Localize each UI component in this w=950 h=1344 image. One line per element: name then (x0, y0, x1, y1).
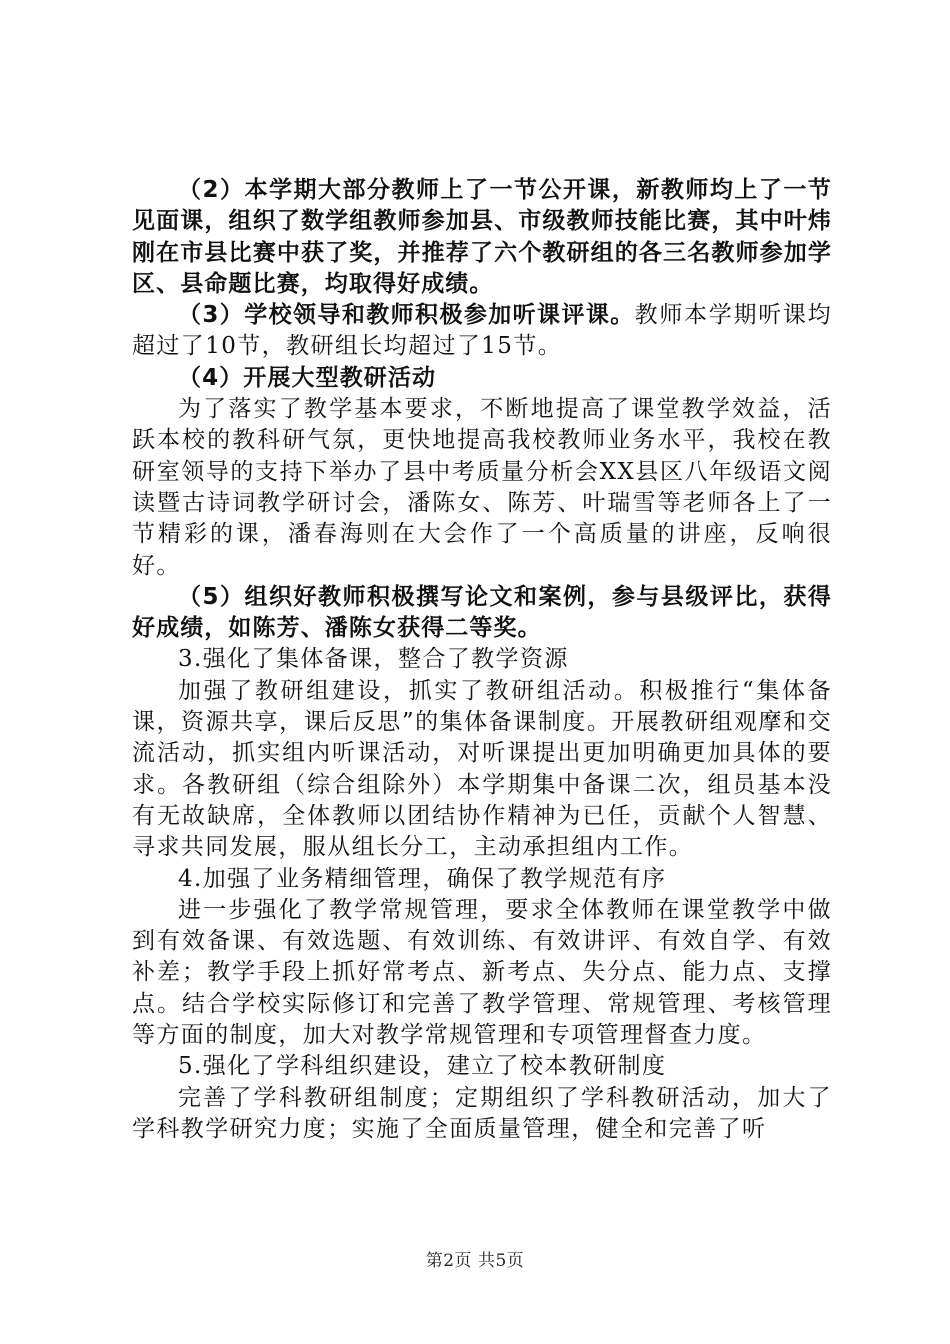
section-heading-4: 4.加强了业务精细管理，确保了教学规范有序 (178, 865, 667, 892)
paragraph-item-2: （2）本学期大部分教师上了一节公开课，新教师均上了一节见面课，组织了数学组教师参加县、市级教师技能比赛，其中叶炜刚在市县比赛中获了奖，并推荐了六个教研组的各三名教师参加学区、县命题比赛，均取得好成绩。 (132, 177, 833, 297)
paragraph-item-5: （5）组织好教师积极撰写论文和案例，参与县级评比，获得好成绩，如陈芳、潘陈女获得二等奖。 (132, 583, 833, 642)
section-heading-5: 5.强化了学科组织建设，建立了校本教研制度 (178, 1053, 667, 1080)
page-number-footer: 第2页 共5页 (425, 1251, 525, 1271)
paragraph-text: 教师本学期听课均超过了10节，教研组长均超过了15节。 (132, 302, 832, 360)
paragraph-heading-4: （4）开展大型教研活动 (178, 364, 437, 391)
paragraph-body: 进一步强化了教学常规管理，要求全体教师在课堂教学中做到有效备课、有效选题、有效训练、有效讲评、有效自学、有效补差；教学手段上抓好常考点、新考点、失分点、能力点、支撑点。结合学校实际修订和完善了教学管理、常规管理、考核管理等方面的制度，加大对教学常规管理和专项管理督查力度。 (132, 896, 832, 1049)
document-body (132, 175, 832, 1145)
paragraph-body: 完善了学科教研组制度；定期组织了学科教研活动，加大了学科教学研究力度；实施了全面质量管理，健全和完善了听 (132, 1084, 832, 1142)
paragraph-lead: （3）学校领导和教师积极参加听课评课。 (178, 302, 635, 329)
paragraph-body: 加强了教研组建设，抓实了教研组活动。积极推行“集体备课，资源共享，课后反思”的集体备课制度。开展教研组观摩和交流活动，抓实组内听课活动，对听课提出更加明确更加具体的要求。各教研组（综合组除外）本学期集中备课二次，组员基本没有无故缺席，全体教师以团结协作精神为已任，贡献个人智慧、寻求共同发展，服从组长分工，主动承担组内工作。 (132, 677, 832, 861)
section-heading-3: 3.强化了集体备课，整合了教学资源 (178, 646, 569, 673)
paragraph-item-3 (132, 300, 832, 363)
paragraph-body: 为了落实了教学基本要求，不断地提高了课堂教学效益，活跃本校的教科研气氛，更快地提高我校教师业务水平，我校在教研室领导的支持下举办了县中考质量分析会XX县区八年级语文阅读暨古诗词教学研讨会，潘陈女、陈芳、叶瑞雪等老师各上了一节精彩的课，潘春海则在大会作了一个高质量的讲座，反响很好。 (132, 396, 832, 579)
